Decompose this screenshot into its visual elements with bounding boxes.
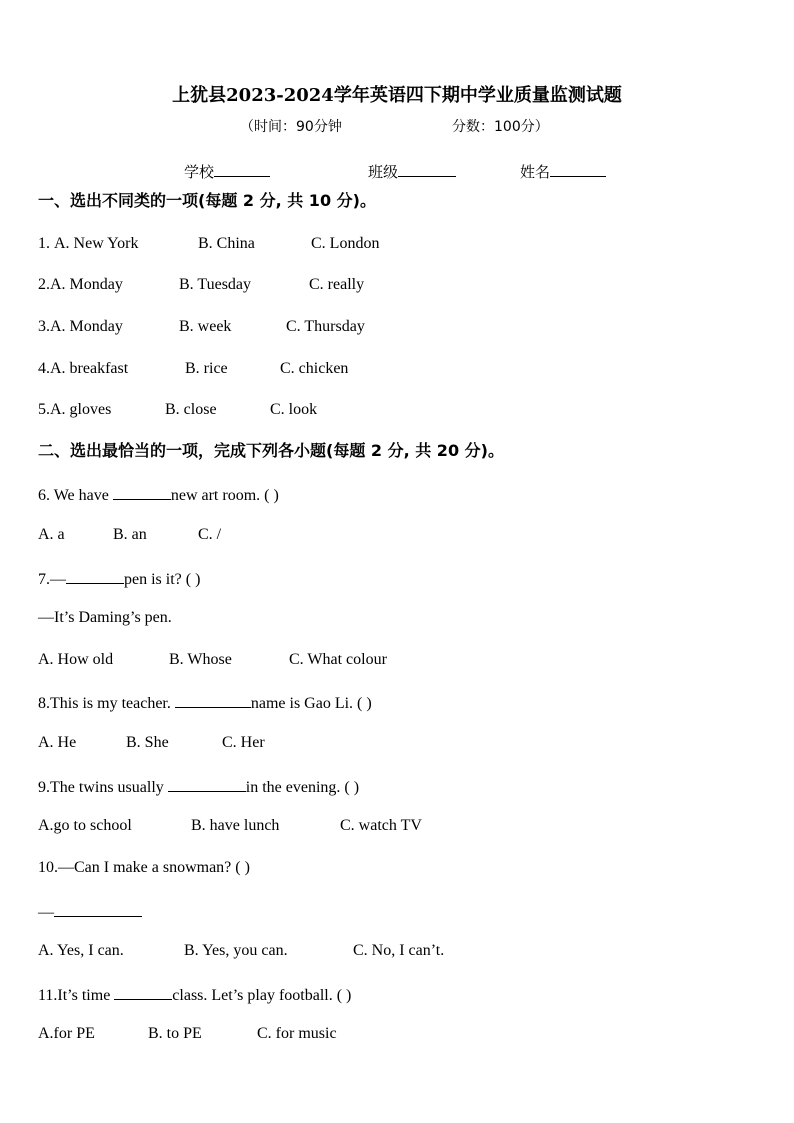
option-b[interactable]: B. She <box>126 734 169 751</box>
question-stem-start: 9.The twins usually <box>38 779 168 796</box>
question-stem-end: in the evening. ( ) <box>245 779 360 796</box>
answer-blank[interactable] <box>175 691 251 708</box>
option-a[interactable]: A. How old <box>38 651 114 668</box>
option-c[interactable]: C. Her <box>222 734 265 751</box>
answer-blank[interactable] <box>114 983 172 1000</box>
option-c[interactable]: C. No, I can’t. <box>353 942 445 959</box>
question-1 <box>38 234 379 254</box>
options-8 <box>38 733 265 753</box>
school-field[interactable] <box>184 160 270 182</box>
question-11 <box>38 983 351 1006</box>
dialogue-dash: — <box>38 904 54 921</box>
answer-blank[interactable] <box>66 567 124 584</box>
school-label: 学校 <box>184 163 215 181</box>
question-number: 4. <box>38 360 50 377</box>
question-4 <box>38 359 348 379</box>
question-stem-start: 8.This is my teacher. <box>38 695 175 712</box>
option-c[interactable]: C. watch TV <box>340 817 422 834</box>
option-b[interactable]: B. Tuesday <box>179 276 252 293</box>
question-stem-start: 11.It’s time <box>38 987 115 1004</box>
option-a[interactable]: A.for PE <box>38 1025 95 1042</box>
class-label: 班级 <box>368 163 399 181</box>
option-a[interactable]: A. breakfast <box>50 360 129 377</box>
question-stem-end: name is Gao Li. ( ) <box>250 695 372 712</box>
question-3 <box>38 317 365 337</box>
class-field[interactable] <box>368 160 456 182</box>
name-blank[interactable] <box>550 160 606 177</box>
answer-blank[interactable] <box>168 775 246 792</box>
option-a[interactable]: A. New York <box>54 235 139 252</box>
option-c[interactable]: C. for music <box>257 1025 337 1042</box>
answer-blank[interactable] <box>113 483 171 500</box>
school-blank[interactable] <box>214 160 270 177</box>
option-a[interactable]: A. He <box>38 734 77 751</box>
question-stem-start: 6. We have <box>38 487 113 504</box>
question-number: 3. <box>38 318 50 335</box>
option-c[interactable]: C. What colour <box>289 651 387 668</box>
exam-score: 分数：100分） <box>452 119 549 135</box>
option-b[interactable]: B. China <box>198 235 255 252</box>
question-6 <box>38 483 279 506</box>
question-stem-start: 7.— <box>38 571 66 588</box>
dialogue-answer-10 <box>38 900 142 923</box>
options-7 <box>38 650 387 670</box>
section2-heading: 二、选出最恰当的一项，完成下列各小题(每题 2 分, 共 20 分)。 <box>38 441 504 460</box>
option-a[interactable]: A. Monday <box>50 276 123 293</box>
question-8 <box>38 691 372 714</box>
exam-time: （时间：90分钟 <box>240 119 342 135</box>
question-number: 5. <box>38 401 50 418</box>
option-c[interactable]: C. look <box>270 401 318 418</box>
question-2 <box>38 275 364 295</box>
options-9 <box>38 816 422 836</box>
question-stem-end: new art room. ( ) <box>170 487 279 504</box>
options-6 <box>38 525 221 545</box>
option-b[interactable]: B. Yes, you can. <box>184 942 288 959</box>
option-b[interactable]: B. week <box>179 318 232 335</box>
class-blank[interactable] <box>398 160 456 177</box>
dialogue-answer-7: —It’s Daming’s pen. <box>38 609 172 626</box>
option-b[interactable]: B. Whose <box>169 651 232 668</box>
question-7 <box>38 567 200 590</box>
option-c[interactable]: C. chicken <box>280 360 349 377</box>
page-title: 上犹县2023-2024学年英语四下期中学业质量监测试题 <box>172 85 622 106</box>
option-b[interactable]: B. have lunch <box>191 817 280 834</box>
question-number: 1. <box>38 235 54 252</box>
option-b[interactable]: B. an <box>113 526 147 543</box>
option-a[interactable]: A. Monday <box>50 318 123 335</box>
option-c[interactable]: C. London <box>311 235 380 252</box>
option-c[interactable]: C. really <box>309 276 365 293</box>
question-5 <box>38 400 317 420</box>
option-a[interactable]: A. a <box>38 526 65 543</box>
question-9 <box>38 775 359 798</box>
option-c[interactable]: C. Thursday <box>286 318 365 335</box>
name-label: 姓名 <box>520 163 551 181</box>
option-b[interactable]: B. close <box>165 401 217 418</box>
option-a[interactable]: A. Yes, I can. <box>38 942 124 959</box>
section1-heading: 一、选出不同类的一项(每题 2 分, 共 10 分)。 <box>38 191 376 210</box>
option-c[interactable]: C. / <box>198 526 222 543</box>
question-10: 10.—Can I make a snowman? ( ) <box>38 859 250 876</box>
answer-blank[interactable] <box>54 900 142 917</box>
name-field[interactable] <box>520 160 606 182</box>
option-a[interactable]: A. gloves <box>50 401 112 418</box>
option-b[interactable]: B. to PE <box>148 1025 202 1042</box>
option-b[interactable]: B. rice <box>185 360 228 377</box>
options-11 <box>38 1024 337 1044</box>
option-a[interactable]: A.go to school <box>38 817 132 834</box>
question-stem-end: pen is it? ( ) <box>124 571 201 588</box>
options-10 <box>38 941 444 961</box>
question-number: 2. <box>38 276 50 293</box>
question-stem-end: class. Let’s play football. ( ) <box>172 987 352 1004</box>
